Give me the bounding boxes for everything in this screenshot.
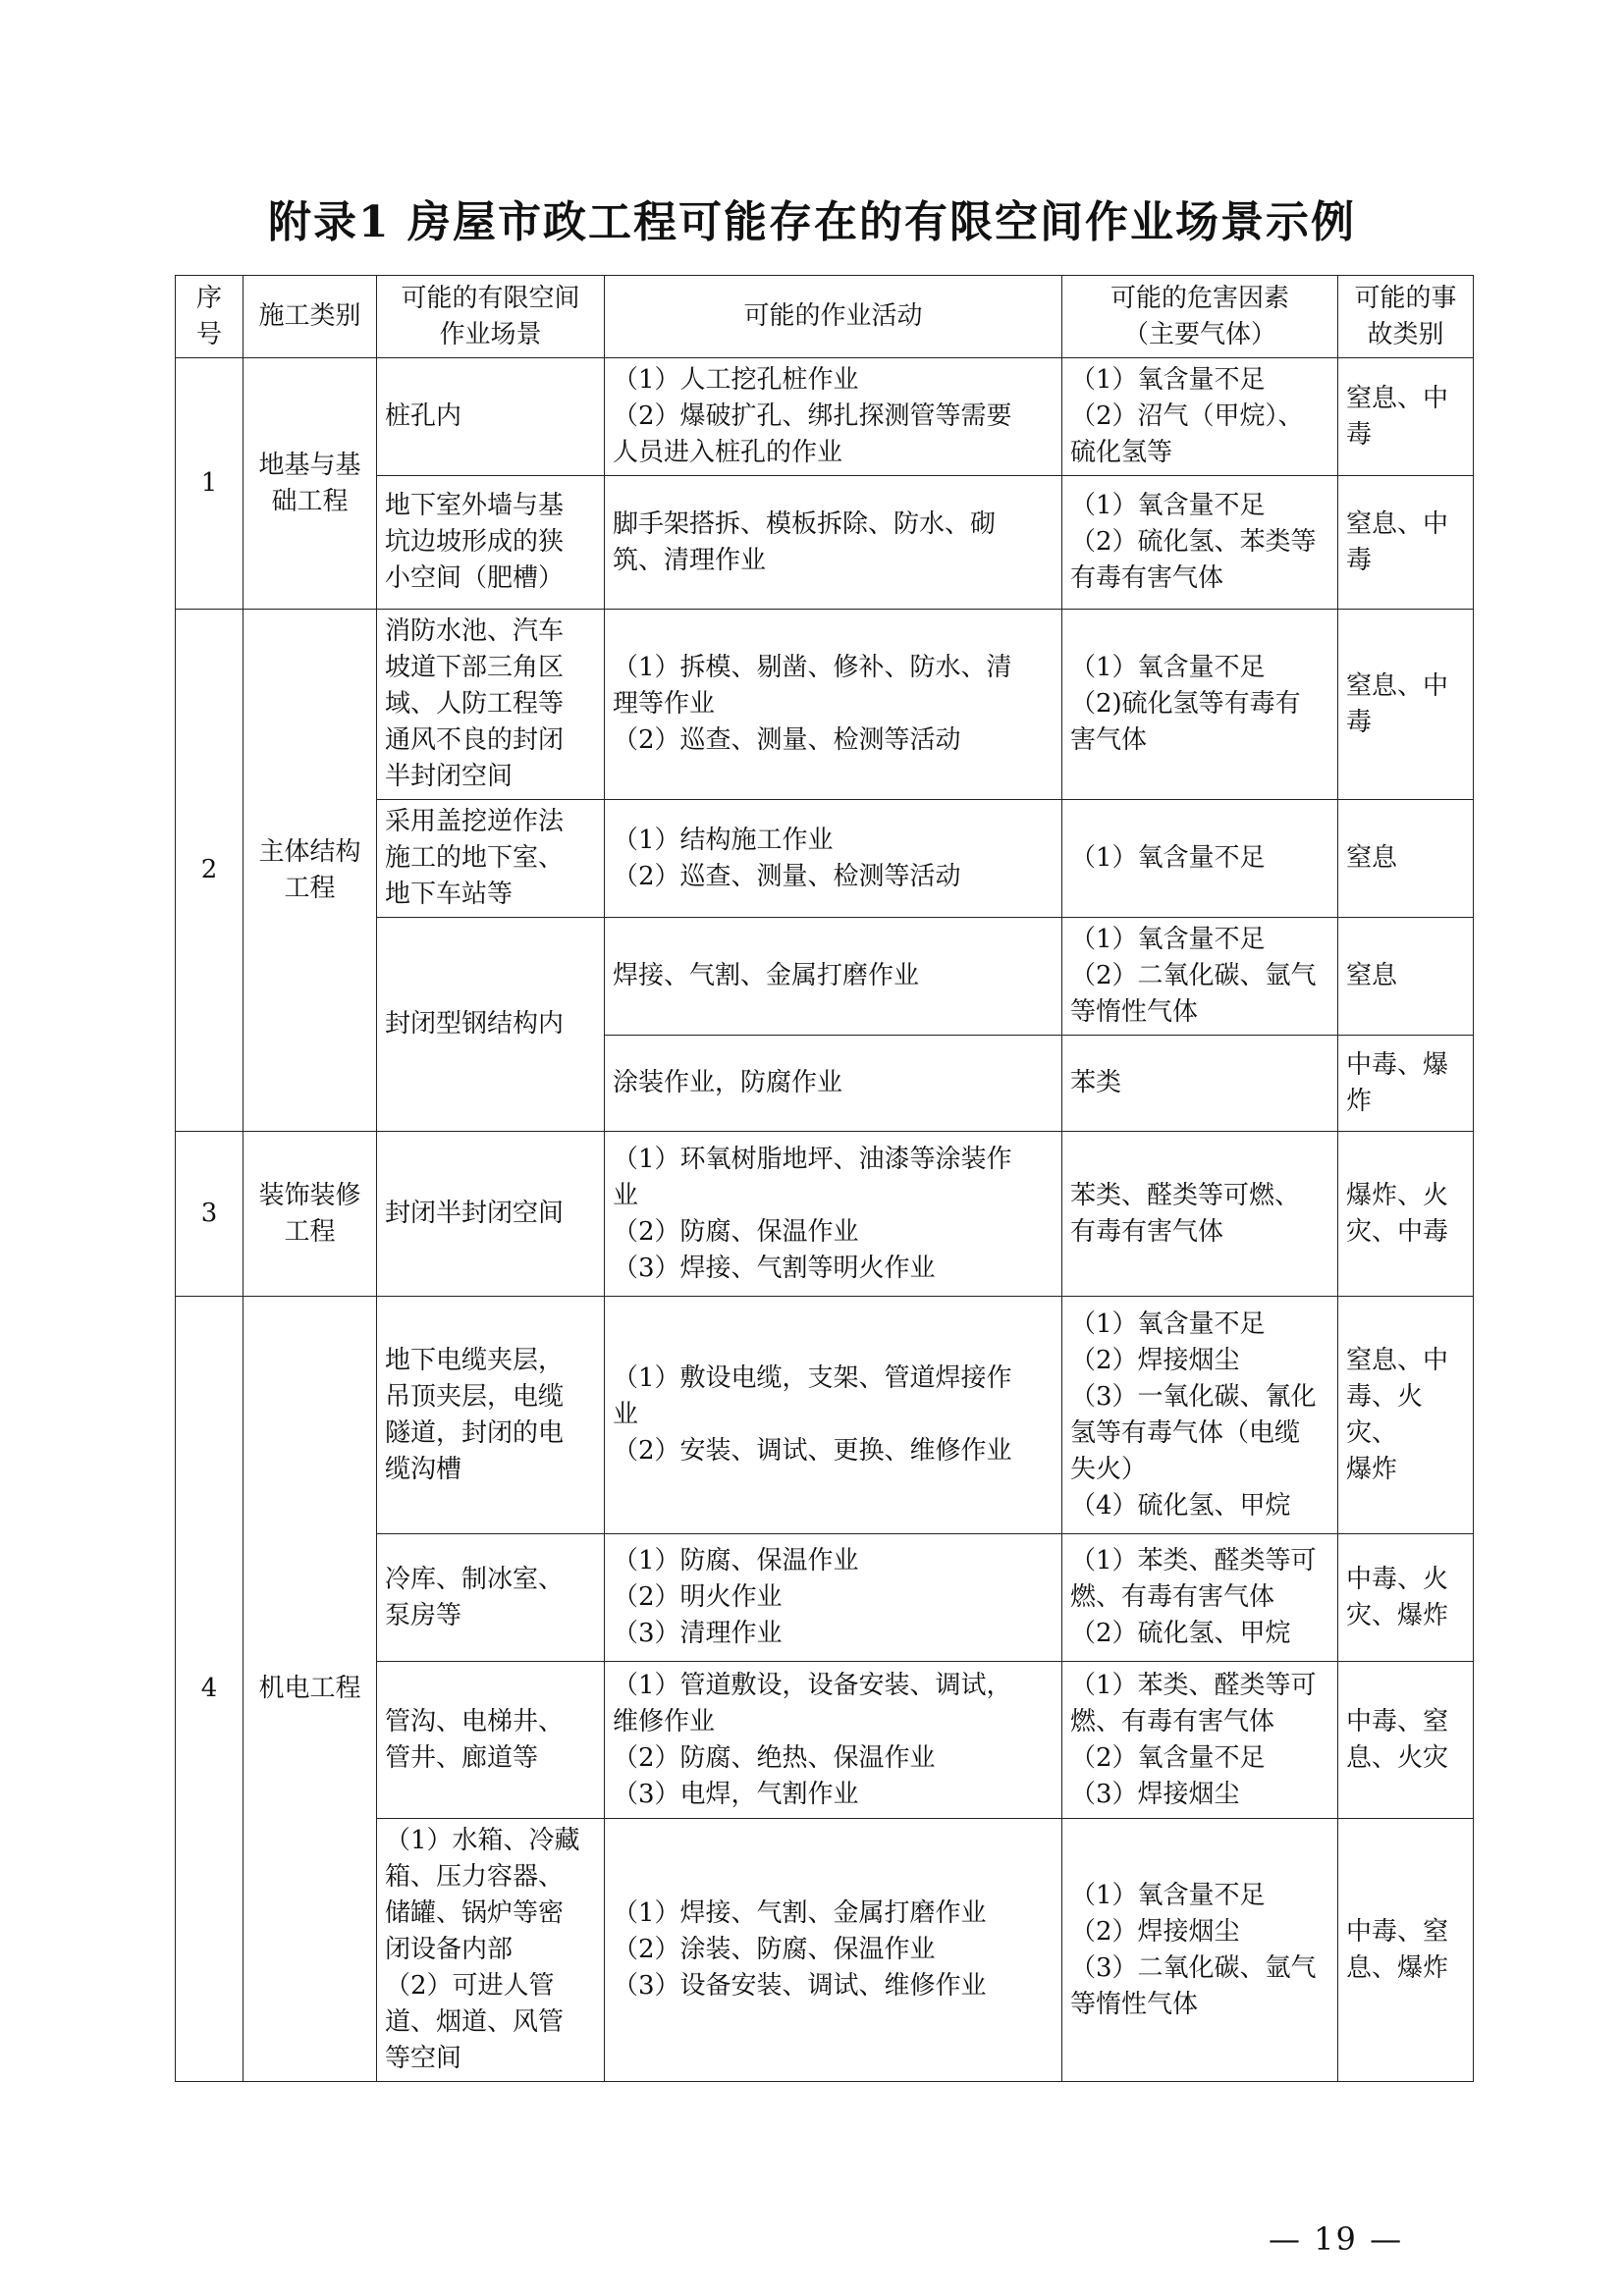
page-number: — 19 —	[1269, 2220, 1404, 2258]
hazard-cell: （1）苯类、醛类等可 燃、有毒有害气体 （2）氧含量不足 （3）焊接烟尘	[1062, 1662, 1338, 1819]
activity-cell: （1）管道敷设，设备安装、调试， 维修作业 （2）防腐、绝热、保温作业 （3）电焊，气割作业	[605, 1662, 1062, 1819]
hazard-cell: （1）氧含量不足	[1062, 800, 1338, 918]
activity-cell: （1）防腐、保温作业 （2）明火作业 （3）清理作业	[605, 1534, 1062, 1662]
accident-cell: 窒息	[1338, 918, 1474, 1036]
construction-type: 机电工程	[244, 1297, 377, 2082]
hazard-cell: （1）苯类、醛类等可 燃、有毒有害气体 （2）硫化氢、甲烷	[1062, 1534, 1338, 1662]
scene-cell: 地下电缆夹层， 吊顶夹层，电缆 隧道，封闭的电 缆沟槽	[377, 1297, 605, 1534]
table-row	[176, 1132, 1474, 1297]
table-row	[176, 610, 1474, 800]
accident-cell: 窒息、中毒	[1338, 610, 1474, 800]
hazard-cell: 苯类	[1062, 1036, 1338, 1132]
hazard-cell: 苯类、醛类等可燃、 有毒有害气体	[1062, 1132, 1338, 1297]
construction-type: 主体结构 工程	[244, 610, 377, 1132]
scene-cell: 消防水池、汽车 坡道下部三角区 域、人防工程等 通风不良的封闭 半封闭空间	[377, 610, 605, 800]
header-accident: 可能的事 故类别	[1338, 276, 1474, 358]
accident-cell: 爆炸、火 灾、中毒	[1338, 1132, 1474, 1297]
scene-cell: 地下室外墙与基 坑边坡形成的狭 小空间（肥槽）	[377, 476, 605, 610]
scene-cell: 封闭半封闭空间	[377, 1132, 605, 1297]
construction-type: 装饰装修 工程	[244, 1132, 377, 1297]
scene-cell: 封闭型钢结构内	[377, 918, 605, 1132]
row-number: 4	[176, 1297, 244, 2082]
row-number: 2	[176, 610, 244, 1132]
accident-cell: 中毒、爆炸	[1338, 1036, 1474, 1132]
hazard-cell: （1）氧含量不足 （2)硫化氢等有毒有 害气体	[1062, 610, 1338, 800]
scene-cell: 采用盖挖逆作法 施工的地下室、 地下车站等	[377, 800, 605, 918]
header-hazard: 可能的危害因素 （主要气体）	[1062, 276, 1338, 358]
activity-cell: （1）结构施工作业 （2）巡查、测量、检测等活动	[605, 800, 1062, 918]
activity-cell: （1）拆模、剔凿、修补、防水、清 理等作业 （2）巡查、测量、检测等活动	[605, 610, 1062, 800]
scene-cell: （1）水箱、冷藏 箱、压力容器、 储罐、锅炉等密 闭设备内部 （2）可进人管 道、烟道、风管 等空间	[377, 1819, 605, 2082]
construction-type: 地基与基 础工程	[244, 358, 377, 610]
header-scene: 可能的有限空间 作业场景	[377, 276, 605, 358]
hazard-cell: （1）氧含量不足 （2）硫化氢、苯类等 有毒有害气体	[1062, 476, 1338, 610]
hazard-cell: （1）氧含量不足 （2）焊接烟尘 （3）一氧化碳、氰化 氢等有毒气体（电缆 失火） （4）硫化氢、甲烷	[1062, 1297, 1338, 1534]
activity-cell: 焊接、气割、金属打磨作业	[605, 918, 1062, 1036]
accident-cell: 窒息	[1338, 800, 1474, 918]
row-number: 1	[176, 358, 244, 610]
accident-cell: 窒息、中 毒、火灾、 爆炸	[1338, 1297, 1474, 1534]
scene-cell: 管沟、电梯井、 管井、廊道等	[377, 1662, 605, 1819]
hazard-table	[175, 275, 1474, 2082]
header-row	[176, 276, 1474, 358]
row-number: 3	[176, 1132, 244, 1297]
header-activity: 可能的作业活动	[605, 276, 1062, 358]
header-type: 施工类别	[244, 276, 377, 358]
activity-cell: （1）焊接、气割、金属打磨作业 （2）涂装、防腐、保温作业 （3）设备安装、调试、维修作业	[605, 1819, 1062, 2082]
hazard-cell: （1）氧含量不足 （2）二氧化碳、氩气 等惰性气体	[1062, 918, 1338, 1036]
accident-cell: 中毒、窒 息、爆炸	[1338, 1819, 1474, 2082]
table-row	[176, 358, 1474, 476]
hazard-cell: （1）氧含量不足 （2）焊接烟尘 （3）二氧化碳、氩气 等惰性气体	[1062, 1819, 1338, 2082]
scene-cell: 冷库、制冰室、 泵房等	[377, 1534, 605, 1662]
activity-cell: 脚手架搭拆、模板拆除、防水、砌 筑、清理作业	[605, 476, 1062, 610]
hazard-cell: （1）氧含量不足 （2）沼气（甲烷）、 硫化氢等	[1062, 358, 1338, 476]
accident-cell: 中毒、火 灾、爆炸	[1338, 1534, 1474, 1662]
scene-cell: 桩孔内	[377, 358, 605, 476]
activity-cell: （1）人工挖孔桩作业 （2）爆破扩孔、绑扎探测管等需要 人员进入桩孔的作业	[605, 358, 1062, 476]
accident-cell: 窒息、中毒	[1338, 476, 1474, 610]
accident-cell: 中毒、窒 息、火灾	[1338, 1662, 1474, 1819]
activity-cell: （1）环氧树脂地坪、油漆等涂装作 业 （2）防腐、保温作业 （3）焊接、气割等明火作业	[605, 1132, 1062, 1297]
header-no: 序 号	[176, 276, 244, 358]
activity-cell: 涂装作业，防腐作业	[605, 1036, 1062, 1132]
page-title: 附录1 房屋市政工程可能存在的有限空间作业场景示例	[268, 197, 1356, 247]
activity-cell: （1）敷设电缆，支架、管道焊接作 业 （2）安装、调试、更换、维修作业	[605, 1297, 1062, 1534]
accident-cell: 窒息、中毒	[1338, 358, 1474, 476]
table-row	[176, 1297, 1474, 1534]
